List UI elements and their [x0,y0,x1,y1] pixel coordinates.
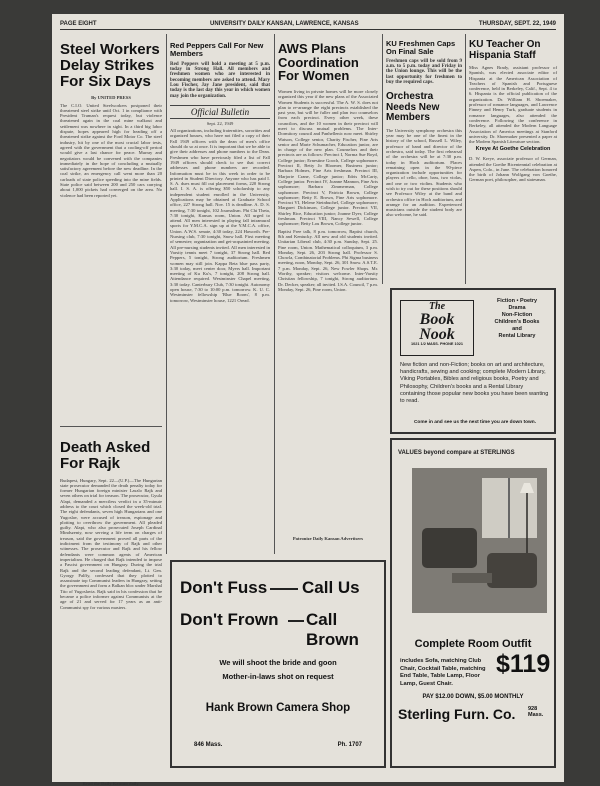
category-item: and [512,326,522,332]
rajk-headline: Death Asked For Rajk [60,439,151,472]
living-room-photo [412,468,547,613]
hank-address: 846 Mass. [194,742,223,748]
patronize-footer: Patronize Daily Kansan Advertisers [292,536,364,541]
sterling-name: Sterling Furn. Co. [398,706,516,722]
steel-headline: Steel Workers Delay Strikes For Six Days [60,41,160,90]
hank-name: Hank Brown Camera Shop [205,702,351,714]
bulletin-date: Sept. 22, 1949 [206,120,234,126]
aws-headline: AWS Plans Coordination For Women [278,41,359,84]
newspaper-page [52,14,564,786]
line-dont-fuss: Don't Fuss [180,578,268,597]
column-four [386,34,462,284]
column-three [278,34,378,554]
bulletin-body: All organizations, including fraternities, sororities and organized houses, who have not filed a copy of their Fall 1949 officers with the dean of men's office should do so at once. It is important that we be able to give their addresses and phone numbers to the Dean. Freshmen who have previously filed a list of Fall 1949 officers should check to see that correct addresses and phone numbers are recorded. Information must be in this week in order to be printed in Student Directory. Anyone who has paid I. S. A. dues must fill out placement forms, 220 Strong hall. I. S. A. is offering $50 scholarship to any independent student enrolled in the University. Applications may be obtained at Graduate School office, 227 Strong hall. Nov. 15 is deadline. A. D. S. meeting, 7:30 tonight, 102 Journalism. Phi Chi Theta, 7:30 tonight, Kansas room, Union. All urged to attend. All men interested in playing fall intramural sports for Y.M.C.A. sign up at the Y.M.C.A. office, Union. A.W.S. senate, 4:30 today, 224 Haworth. Pre-Nursing club, 7:30 tonight, Snow hall. First meeting of semester; organization and get-acquainted meeting. All pre-nursing students invited. All men interested in Varsity tennis meet 7 tonight, 37 Strong hall. Red Peppers, 5 tonight, Strong auditorium. Freshmen women may still join. Kappa Beta blue pass party, 3:30 today, meet center door, Myers hall. Important meeting of Ku Ku's, 7 tonight, 208 Strong hall. Attendance required. Westminster Chapel meeting, 3:30 today. Canterbury Club, 7:30 tonight. Autonomy open house, 7:30 to 10:00 p.m. tomorrow. K. U. C. Westminster fellowship 'Blue Room', 8 p.m. tomorrow, Westminster house, 1221 Oread. [170,128,270,303]
book-nook-categories [482,298,552,340]
category-item: Children's Books [494,319,540,325]
line-dont-frown: Don't Frown [180,610,279,629]
line-call-brown: Call Brown [306,610,359,649]
book-nook-tagline: Come in and see us the next time you are down town. [413,420,537,425]
sterling-terms: PAY $12.00 DOWN, $5.00 MONTHLY [422,694,524,700]
redpeppers-body: Red Peppers will hold a meeting at 5 p.m. today in Strong Hall. All members and freshmen women who are interested in becoming members are asked to attend. Mary Lou Fischer, Jay Jane president, said that today is the last day this year in which women may join the organization. [170,61,270,99]
calendar-body: Baptist Free talk, 8 p.m. tomorrow, Baptist church, 8th and Kentucky. All new and old students invited. Unitarian Liberal club, 4:30 p.m. Sunday, Sept. 25. Pine room, Union. Mathematical colloquium, 3 p.m. Monday, Sept. 26, 203 Strong hall. Professor S. Chowla, Combinatorial Problems. Phi Sigma business meeting, noon, Monday, Sept. 26, 301 Snow. A.S.T.E. 7 p.m. Monday, Sept. 26, New Fowler Shops. Mr. Worthy, speaker; visitors welcome. Inter-Varsity Christian fellowship, 7 tonight, Strong auditorium. Dr. Decker, speaker; all invited. I.S.A. Council, 7 p.m. Monday, Sept. 26, Pine room, Union. [278,228,378,292]
book-nook-body: New fiction and non-Fiction; books on art and architecture, handicrafts, sewing and cooking; complete Modern Library, Viking Portables, Bibles and religious books, Poetry and Philosophy, Children's books and a Rental Library containing those popular new books you have been wanting to read. [400,362,549,405]
page-number: PAGE EIGHT [60,21,97,27]
sterling-address: 928 Mass. [528,706,544,718]
sterling-body: includes Sofa, matching Club Chair, Cocktail Table, matching End Table, Table Lamp, Floor Lamp, Guest Chair. [400,658,486,687]
sterling-top: VALUES beyond compare at STERLINGS [398,450,515,456]
kucaps-body: Freshmen caps will be sold from 9 a.m. to 5 p.m. today and Friday in the Union lounge. This will be the last opportunity for freshmen to buy the required caps. [386,58,462,85]
steel-byline: By UNITED PRESS [91,95,131,101]
hank-body-2: Mother-in-laws shot on request [222,672,334,681]
category-item: Fiction • Poetry [496,298,538,304]
orchestra-body: The University symphony orchestra this year may be one of the finest in the history of the school, Russell L. Wiley, professor of band and director of the orchestra, said today. The first rehearsal of the orchestra will be at 7:30 p.m. today in Hoch auditorium. Places remaining open in the 90-piece organization include opportunities for players of cello, oboe, bass, two violas, and one or two violins. Students who wish to try out for these positions should see Professor Wiley at the band and orchestra office in Hoch auditorium, and arrange for an audition. Experienced musicians outside the student body are also welcome, he said. [386,127,462,218]
issue-date: THURSDAY, SEPT. 22, 1949 [478,21,556,27]
official-bulletin-title: Official Bulletin [170,105,270,119]
sterling-price: $119 [496,650,551,678]
steel-article [60,34,162,424]
category-item: Non-Fiction [501,312,533,318]
orchestra-headline: Orchestra Needs New Members [386,91,440,124]
paper-name: UNIVERSITY DAILY KANSAN, LAWRENCE, KANSAS [210,21,359,27]
read-kansan-footer: Read the Daily Kansan daily. [82,780,140,786]
kuteach-headline: KU Teacher On Hispania Staff [469,39,541,61]
steel-body: The C.I.O. United Steelworkers postponed their threatened steel strike until Oct. 1 in compliance with President Truman's request today, but violence threatened again in the coal mine walkout and settlement was nowhere in sight. In a third big labor dispute, hopes appeared high for heading off a threatened strike against the Ford Motor Co. The steel industry, hit by one of the most crucial labor tests, agreed with the government that a cooling-off period would give a last chance for peace. Murray and negotiators would be convened with the companies immediately in the hope of concluding a mutually satisfactory agreement before the new deadline. In the coal strike, an emergency call went more than 20 carloads of state police speeding into the mine fields. State police said between 200 and 250 cars carrying about 1,000 pickets had converged on the area. No violence had been reported yet. [60,102,162,198]
category-item: Drama [508,305,526,311]
kucaps-headline: KU Freshmen Caps On Final Sale [386,39,456,56]
line-call-us: Call Us [302,578,360,597]
rajk-body: Budapest, Hungary, Sept. 22—(U.P.)—The Hungarian state prosecutor demanded the death penalty today for former Hungarian foreign minister Laszlo Rajk and seven others on trial for treason. The prosecutor, Gyula Alapi, demanded a merciless verdict in a 35-minute address to the court which closed the week-old trial. The eight defendants, seven high Hungarians and one Yugoslav, were accused of treason, espionage and plotting to overthrow the government. All pleaded guilty. Alapi, who also prosecuted Joseph Cardinal Mindszenty, now serving a life term on charges of treason, said the government proved all parts of the indictment from the testimony of Rajk and other witnesses. The prosecutor and Rajk and his fellow defendants were common agents of American imperialism. He charged that Rajk intended to impose a Fascist government on Hungary. During the trial Rajk and the second leading defendant, Lt. Gen. Gyorgy Palffy, confessed that they plotted to assassinate top Communist leaders in Hungary, setting the government and form a Balkan bloc under Marshal Tito of Yugoslavia. Rajk said in his confession that he became a police informer against Communists at the age of 21 and served for 17 years as an anti-Communist spy for various masters. [60,477,162,610]
hank-body: We will shoot the bride and goon [219,658,337,667]
hank-phone: Ph. 1707 [337,742,362,748]
sterling-headline: Complete Room Outfit [414,638,532,650]
redpeppers-headline: Red Peppers Call For New Members [170,41,264,58]
rajk-article [60,430,162,786]
column-five [469,34,557,284]
kreye-subhead: Kreye At Goethe Celebration [475,146,551,153]
hank-brown-ad [170,560,386,768]
category-item: Rental Library [498,333,536,339]
kuteach-body: Miss Agnes Brady, assistant professor of Spanish, was elected associate editor of Hispania at the American Association of Teachers of Spanish and Portuguese conference, held in Berkeley, Calif., Sept. 4 to 6. Hispania is the official publication of the organization. Dr. William H. Shoemaker, professor of romance languages, and Lawrence Finney and Henry Turk, graduate students in romance languages, also attended the conference. Following the conference in Berkeley, all attended the Modern Language Association of America meetings at Stanford university. Dr. Shoemaker presented a paper at the Modern Spanish Literature section. [469,65,557,145]
column-two [170,34,270,554]
aws-body: Women living in private homes will be more closely organized this year if the new plans of the Associated Women Students is successful. The A. W. S. does not plan to re-arrange the eight precincts established the past year, but will be fuller and plan two counselors from each precinct. Every other week, these councilors, and the 10 women in their precinct will meet to discuss mutual problems. The Inter-Dormitory council and Panhellenic now meet. Shirley Watson, College senior, Charity Fischer, Fine Arts senior and Marie Schumacher, Education junior, are in charge of the new plan. Counselors and their precincts are as follows: Precinct I, Norma Sue Boyd, College junior; Ernestine Gooch, College sophomore. Precinct II, Betty Jo Bloomer, Business junior; Barbara Holmes, Fine Arts freshman. Precinct III, Marjorie Crane, College junior; Edris McCarty, College junior. Precinct IV, Joanne Mannon, Fine Arts sophomore; Barbara Zimmerman, College sophomore. Precinct V, Patricia Brown, College sophomore; Betty E. Brown, Fine Arts sophomore. Precinct VI, Helene Steinbuchel, College sophomore; Margaret Dickinson, College junior. Precinct VII, Shirley Rice, Education junior; Joanne Dyer, College freshman. Precinct VIII, Nancy Sewell, College sophomore; Betty Lou Brown, College junior. [278,88,378,227]
book-nook-ad [390,288,556,434]
sterling-ad [390,438,556,768]
book-nook-logo: The Book Nook 1021 1/2 MASS. PHONE 1021 [400,300,474,356]
kreye-body: D. W. Kreye, associate professor of German, attended the Goethe Bicentennial celebration at Aspen, Colo., in June. The celebration honored the birth of Johann Wolfgang von Goethe, German poet, philosopher, and statesman. [469,156,557,183]
masthead [60,20,556,30]
